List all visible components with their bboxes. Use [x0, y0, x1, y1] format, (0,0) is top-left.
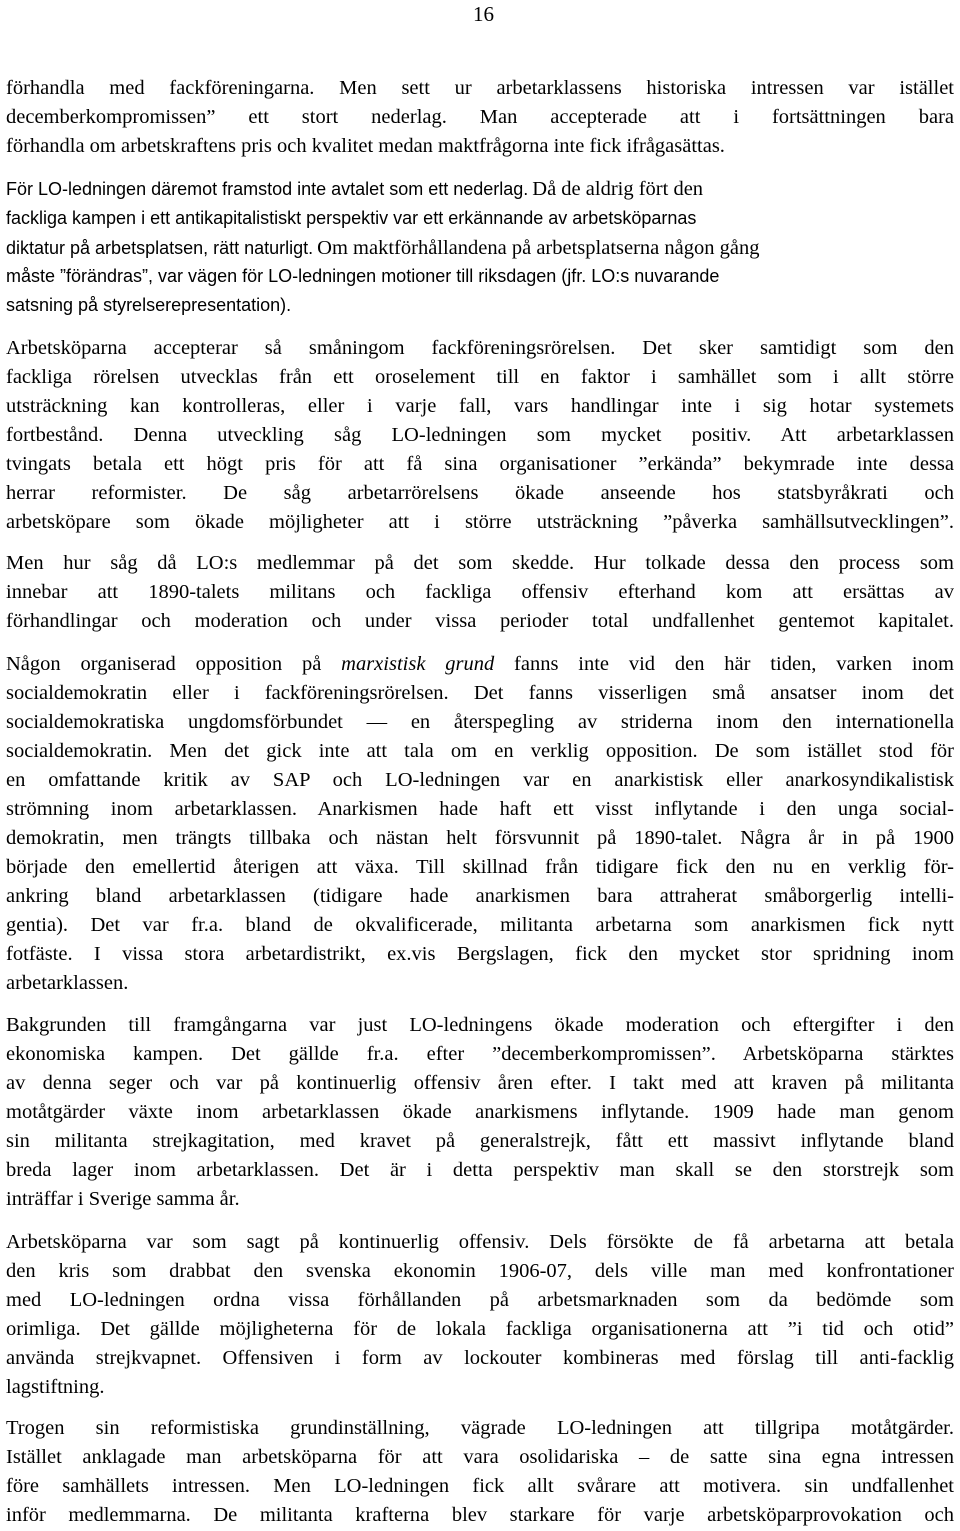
text-line: orimliga. Det gällde möjligheterna för de lokala fackliga organisationerna att ”i tid och otid” [6, 1318, 954, 1340]
text-line: före samhällets intressen. Men LO-ledningen fick allt svårare att motivera. sin undfallenhet [6, 1475, 954, 1497]
text-span: Om maktförhållandena på arbetsplatserna någon gång [317, 237, 760, 259]
text-line: utsträckning kan kontrolleras, eller i varje fall, vars handlingar inte i sig hotar systemets [6, 395, 954, 417]
text-line-mixed [6, 654, 954, 675]
text-line: den kris som drabbat den svenska ekonomin 1906-07, dels ville man med konfrontationer [6, 1260, 954, 1282]
emphasis-text: marxistisk grund [341, 653, 495, 675]
text-line: Arbetsköparna accepterar så småningom fackföreningsrörelsen. Det sker samtidigt som den [6, 337, 954, 359]
text-line: inför medlemmarna. De militanta krafterna blev starkare för varje arbetsköparprovokation och [6, 1504, 954, 1526]
text-line-mixed [6, 179, 954, 200]
text-line: decemberkompromissen” ett stort nederlag. Man accepterade att i fortsättningen bara [6, 106, 954, 128]
text-line: Istället anklagade man arbetsköparna för att vara osolidariska – de satte sina egna intressen [6, 1446, 954, 1468]
text-line: fotfäste. I vissa stora arbetardistrikt, ex.vis Bergslagen, fick den mycket stor spridning inom [6, 943, 954, 965]
text-line: strömning inom arbetarklassen. Anarkismen hade haft ett visst inflytande i den unga social- [6, 798, 954, 820]
text-span: Då de aldrig fört den [532, 178, 704, 200]
text-line: fackliga rörelsen utvecklas från ett oroselement till en faktor i samhället som i allt större [6, 366, 954, 388]
text-line: ekonomiska kampen. Det gällde fr.a. efter ”decemberkompromissen”. Arbetsköparna stärktes [6, 1043, 954, 1065]
text-line: började den emellertid återigen att växa. Till skillnad från tidigare fick den nu en verklig för- [6, 856, 954, 878]
text-span: För LO-ledningen däremot framstod inte avtalet som ett nederlag. [6, 179, 529, 199]
page-number: 16 [473, 2, 494, 26]
text-line: Bakgrunden till framgångarna var just LO-ledningens ökade moderation och eftergifter i den [6, 1014, 954, 1036]
text-span: diktatur på arbetsplatsen, rätt naturligt. [6, 238, 314, 258]
text-line: arbetsköpare som ökade möjligheter att i större utsträckning ”påverka samhällsutvecklingen”. [6, 511, 954, 533]
text-line: inträffar i Sverige samma år. [6, 1188, 240, 1210]
text-line: Trogen sin reformistiska grundinställning, vägrade LO-ledningen att tillgripa motåtgärder. [6, 1417, 954, 1439]
text-line: en omfattande kritik av SAP och LO-ledningen var en anarkistisk eller anarkosyndikalistisk [6, 769, 954, 791]
text-line: förhandla om arbetskraftens pris och kvalitet medan maktfrågorna inte fick ifrågasättas. [6, 135, 725, 157]
text-line: innebar att 1890-talets militans och fackliga offensiv efterhand kom att ersättas av [6, 581, 954, 603]
text-line-mixed [6, 238, 954, 259]
text-line: Arbetsköparna var som sagt på kontinuerlig offensiv. Dels försökte de få arbetarna att betala [6, 1231, 954, 1253]
text-line: motåtgärder växte inom arbetarklassen ökade anarkismens inflytande. 1909 hade man genom [6, 1101, 954, 1123]
text-line: demokratin, men trängts tillbaka och nästan helt försvunnit på 1890-talet. Några år in på 1900 [6, 827, 954, 849]
text-line: socialdemokratin eller i fackföreningsrörelsen. Det fanns visserligen små ansatser inom det [6, 682, 954, 704]
text-line: ankring bland arbetarklassen (tidigare hade anarkismen bara attraherat småborgerlig intelli- [6, 885, 954, 907]
text-line: herrar reformister. De såg arbetarrörelsens ökade anseende hos statsbyråkrati och [6, 482, 954, 504]
text-line: förhandlingar och moderation och under vissa perioder total undfallenhet gentemot kapitalet. [6, 610, 954, 632]
text-line: breda lager inom arbetarklassen. Det är i detta perspektiv man skall se den storstrejk som [6, 1159, 954, 1181]
text-line: socialdemokratiska ungdomsförbundet — en återspegling av striderna inom den internationella [6, 711, 954, 733]
text-line: sin militanta strejkagitation, med kravet på generalstrejk, fått ett massivt inflytande bland [6, 1130, 954, 1152]
text-line: satsning på styrelserepresentation). [6, 295, 292, 315]
text-line: Men hur såg då LO:s medlemmar på det som skedde. Hur tolkade dessa den process som [6, 552, 954, 574]
text-span: Någon organiserad opposition på [6, 653, 342, 675]
text-line: av denna seger och var på kontinuerlig offensiv åren efter. I takt med att kraven på militanta [6, 1072, 954, 1094]
text-line: måste ”förändras”, var vägen för LO-ledningen motioner till riksdagen (jfr. LO:s nuvarande [6, 266, 720, 286]
text-line: förhandla med fackföreningarna. Men sett ur arbetarklassens historiska intressen var istället [6, 77, 954, 99]
text-line: fortbestånd. Denna utveckling såg LO-ledningen som mycket positiv. Att arbetarklassen [6, 424, 954, 446]
text-line: fackliga kampen i ett antikapitalistiskt perspektiv var ett erkännande av arbetsköparnas [6, 208, 697, 228]
text-line: lagstiftning. [6, 1376, 105, 1398]
text-span: fanns inte vid den här tiden, varken inom [494, 653, 954, 675]
text-line: socialdemokratin. Men det gick inte att tala om en verklig opposition. De som istället stod för [6, 740, 954, 762]
text-line: gentia). Det var fr.a. bland de okvalificerade, militanta arbetarna som anarkismen fick nytt [6, 914, 954, 936]
text-line: med LO-ledningen ordna vissa förhållanden på arbetsmarknaden som da bedömde som [6, 1289, 954, 1311]
text-line: använda strejkvapnet. Offensiven i form av lockouter kombineras med förslag till anti-facklig [6, 1347, 954, 1369]
text-line: tvingats betala ett högt pris för att få sina organisationer ”erkända” bekymrade inte dessa [6, 453, 954, 475]
text-line: arbetarklassen. [6, 972, 129, 994]
